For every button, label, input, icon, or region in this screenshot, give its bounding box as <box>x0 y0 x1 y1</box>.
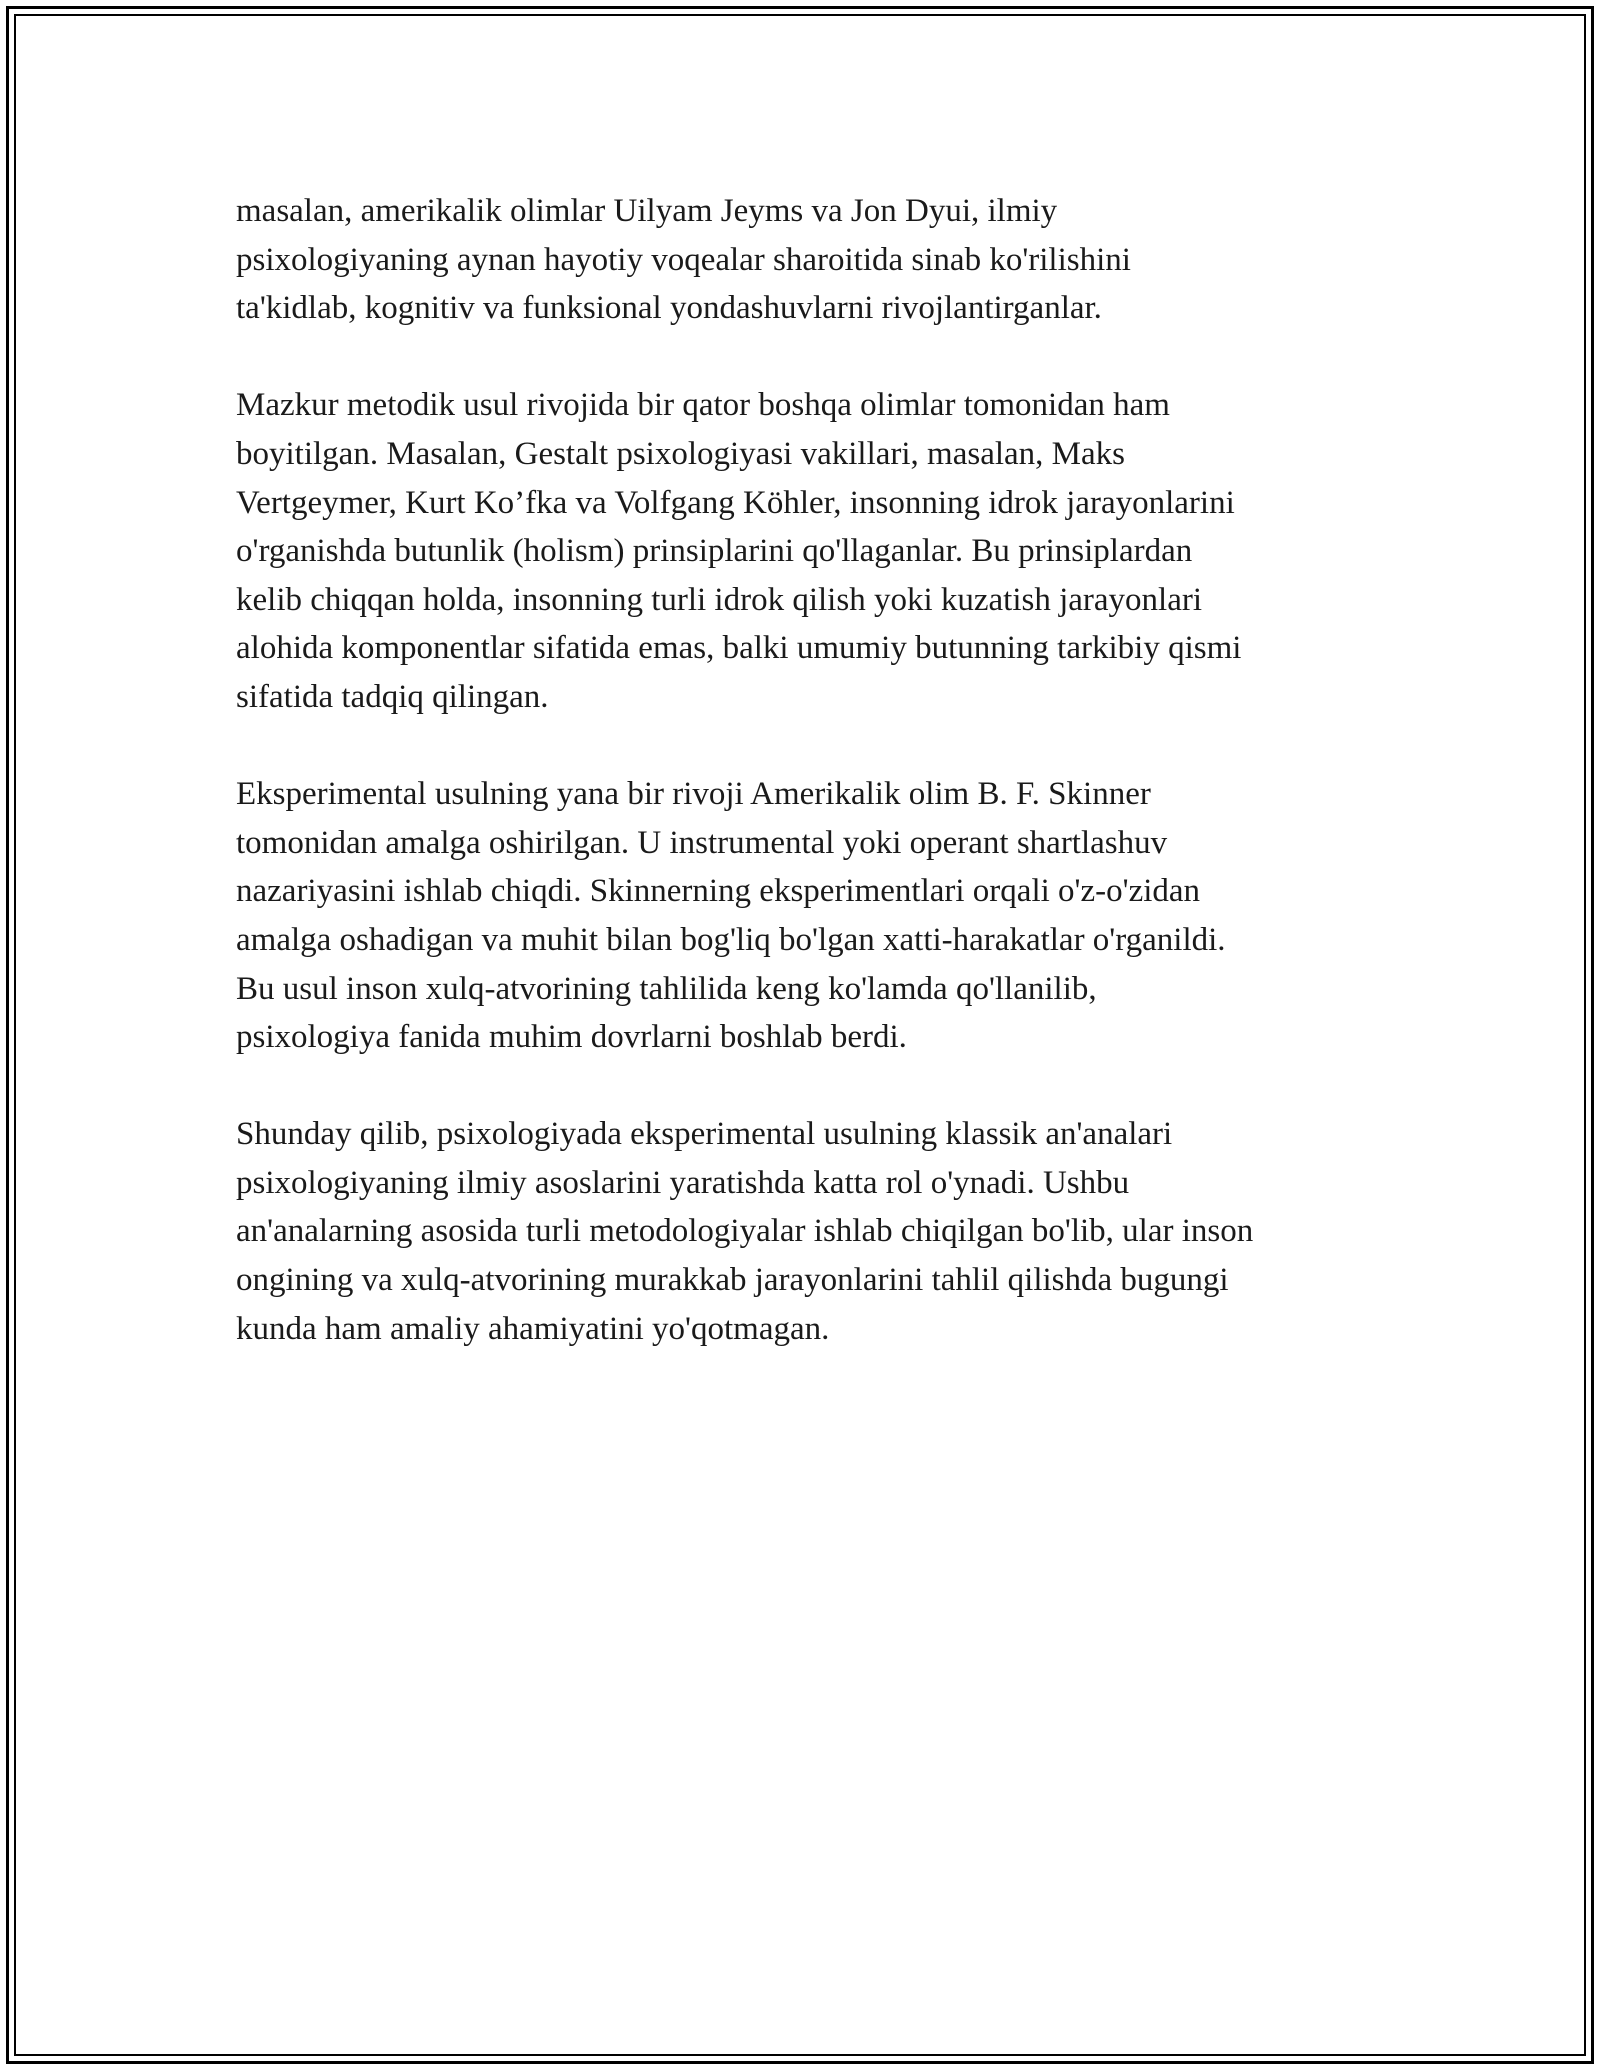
text-line: kunda ham amaliy ahamiyatini yo'qotmagan. <box>236 1310 830 1347</box>
paragraph-4 <box>236 1110 1386 1353</box>
text-line: ta'kidlab, kognitiv va funksional yondashuvlarni rivojlantirganlar. <box>236 290 1102 327</box>
text-line: sifatida tadqiq qilingan. <box>236 678 549 715</box>
text-line: psixologiyaning ilmiy asoslarini yaratishda katta rol o'ynadi. Ushbu <box>236 1164 1130 1201</box>
paragraph-spacer <box>236 333 1386 382</box>
paragraph-2 <box>236 381 1386 721</box>
text-line: Eksperimental usulning yana bir rivoji Amerikalik olim B. F. Skinner <box>236 776 1151 813</box>
paragraph-1 <box>236 187 1386 333</box>
paragraph-spacer <box>236 722 1386 771</box>
text-line: masalan, amerikalik olimlar Uilyam Jeyms va Jon Dyui, ilmiy <box>236 193 1058 229</box>
paragraph-spacer <box>236 1062 1386 1111</box>
text-line: Mazkur metodik usul rivojida bir qator boshqa olimlar tomonidan ham <box>236 387 1170 424</box>
text-line: boyitilgan. Masalan, Gestalt psixologiyasi vakillari, masalan, Maks <box>236 435 1126 472</box>
text-line: alohida komponentlar sifatida emas, balki umumiy butunning tarkibiy qismi <box>236 630 1242 667</box>
text-line: psixologiyaning aynan hayotiy voqealar sharoitida sinab ko'rilishini <box>236 241 1131 278</box>
text-line: Vertgeymer, Kurt Ko’fka va Volfgang Köhler, insonning idrok jarayonlarini <box>236 484 1235 521</box>
text-line: ongining va xulq-atvorining murakkab jarayonlarini tahlil qilishda bugungi <box>236 1262 1229 1299</box>
paragraph-3 <box>236 770 1386 1062</box>
text-line: psixologiya fanida muhim dovrlarni boshlab berdi. <box>236 1019 907 1056</box>
document-body <box>236 187 1386 1353</box>
text-line: kelib chiqqan holda, insonning turli idrok qilish yoki kuzatish jarayonlari <box>236 581 1203 618</box>
text-line: nazariyasini ishlab chiqdi. Skinnerning eksperimentlari orqali o'z-o'zidan <box>236 873 1201 910</box>
text-line: Shunday qilib, psixologiyada eksperimental usulning klassik an'analari <box>236 1116 1173 1153</box>
text-line: an'analarning asosida turli metodologiyalar ishlab chiqilgan bo'lib, ular inson <box>236 1213 1254 1250</box>
text-line: Bu usul inson xulq-atvorining tahlilida keng ko'lamda qo'llanilib, <box>236 970 1097 1007</box>
text-line: amalga oshadigan va muhit bilan bog'liq bo'lgan xatti-harakatlar o'rganildi. <box>236 921 1226 958</box>
text-line: o'rganishda butunlik (holism) prinsiplarini qo'llaganlar. Bu prinsiplardan <box>236 533 1193 570</box>
text-line: tomonidan amalga oshirilgan. U instrumental yoki operant shartlashuv <box>236 824 1168 861</box>
